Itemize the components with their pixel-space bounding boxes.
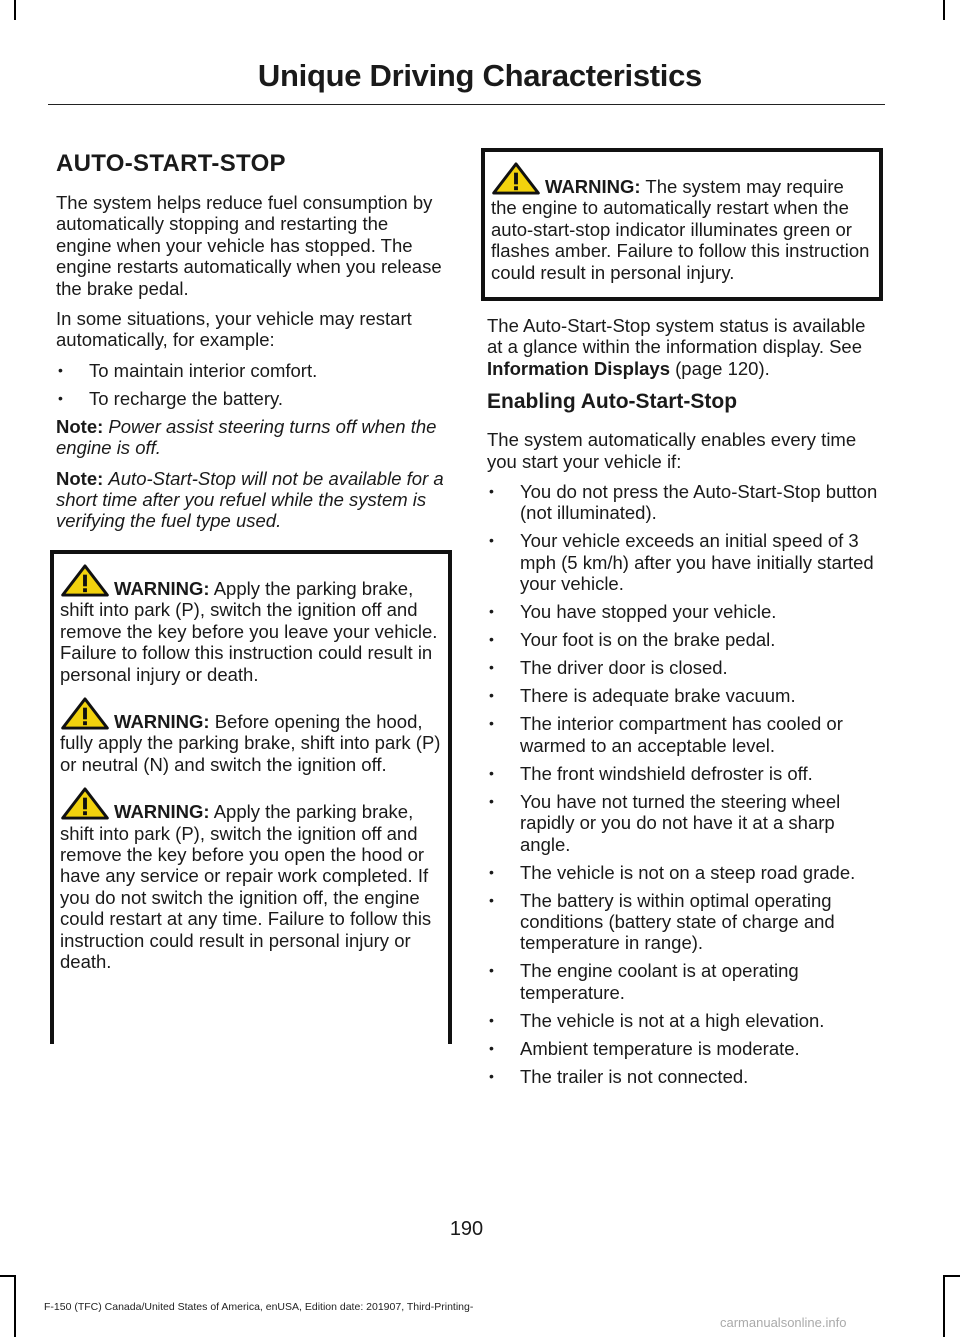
warning-label: WARNING: <box>114 710 210 732</box>
warning-triangle-icon <box>60 787 110 820</box>
warning-paragraph <box>491 162 873 283</box>
right-column <box>487 148 879 1094</box>
crop-mark-left-horizontal <box>0 1275 16 1277</box>
conditions-list <box>487 481 879 1087</box>
warning-text: Before opening the hood, fully apply the parking brake, shift into park (P) or neutral (N) and switch the ignition off. <box>60 710 441 775</box>
status-text: The Auto-Start-Stop system status is available at a glance within the information display. See <box>487 315 866 358</box>
crop-mark-top-right <box>943 0 945 20</box>
list-item: • The battery is within optimal operating conditions (battery state of charge and temperature in range). <box>487 890 879 954</box>
warning-paragraph <box>60 564 442 685</box>
restart-list <box>56 360 448 409</box>
list-item: • Ambient temperature is moderate. <box>487 1038 879 1059</box>
crop-mark-left-vertical <box>14 1275 16 1337</box>
list-item: • To recharge the battery. <box>56 388 448 409</box>
warning-triangle-icon <box>60 564 110 597</box>
enabling-intro: The system automatically enables every time you start your vehicle if: <box>487 429 857 472</box>
watermark: carmanualsonline.info <box>720 1315 847 1330</box>
list-item: • Your foot is on the brake pedal. <box>487 629 879 650</box>
footer-text: F-150 (TFC) Canada/United States of America, enUSA, Edition date: 201907, Third-Printing- <box>44 1301 474 1313</box>
list-item: • Your vehicle exceeds an initial speed of 3 mph (5 km/h) after you have initially started your vehicle. <box>487 530 879 594</box>
information-displays-link[interactable]: Information Displays <box>487 357 670 379</box>
left-column <box>56 146 448 1044</box>
warning-paragraph <box>60 697 442 775</box>
note-label: Note: <box>56 415 104 437</box>
warning-box <box>481 148 883 301</box>
warning-paragraph <box>60 787 442 972</box>
list-item: • You have not turned the steering wheel rapidly or you do not have it at a sharp angle. <box>487 791 879 855</box>
enabling-heading: Enabling Auto-Start-Stop <box>487 390 738 414</box>
warning-triangle-icon <box>491 162 541 195</box>
list-item: • The front windshield defroster is off. <box>487 763 879 784</box>
warning-label: WARNING: <box>545 176 641 197</box>
warning-box-spacer <box>60 984 442 1044</box>
note <box>56 468 448 532</box>
warning-label: WARNING: <box>114 577 210 599</box>
warning-label: WARNING: <box>114 801 210 823</box>
header-divider <box>48 104 885 105</box>
list-item: • You do not press the Auto-Start-Stop button (not illuminated). <box>487 481 879 524</box>
list-item: • You have stopped your vehicle. <box>487 601 879 622</box>
list-item: • To maintain interior comfort. <box>56 360 448 381</box>
note-label: Note: <box>56 467 104 489</box>
list-item: • There is adequate brake vacuum. <box>487 685 879 706</box>
list-item: • The vehicle is not on a steep road grade. <box>487 862 879 883</box>
warning-box <box>50 550 452 1045</box>
list-item: • The driver door is closed. <box>487 657 879 678</box>
list-item: • The trailer is not connected. <box>487 1066 879 1087</box>
crop-mark-right-horizontal <box>943 1275 960 1277</box>
warning-text: Apply the parking brake, shift into park (P), switch the ignition off and remove the key before you open the hood or have any service or repair work completed. If you do not switch the ignition off, the engine could restart at any time. Failure to follow this instruction could result in personal injury or death. <box>60 801 432 972</box>
status-page-ref: (page 120). <box>669 357 770 379</box>
list-item: • The interior compartment has cooled or warmed to an acceptable level. <box>487 713 879 756</box>
crop-mark-right-vertical <box>943 1275 945 1337</box>
note-text: Power assist steering turns off when the engine is off. <box>56 415 437 459</box>
status-paragraph <box>487 315 879 379</box>
warning-text: Apply the parking brake, shift into park (P), switch the ignition off and remove the key before you leave your vehicle. Failure to follow this instruction could result in personal injury or death. <box>60 577 438 685</box>
restart-intro-paragraph: In some situations, your vehicle may restart automatically, for example: <box>56 308 412 351</box>
list-item: • The vehicle is not at a high elevation. <box>487 1010 879 1031</box>
warning-text: The system may require the engine to automatically restart when the auto-start-stop indicator illuminates green or flashes amber. Failure to follow this instruction could result in personal injury. <box>491 176 870 283</box>
crop-mark-top-left <box>14 0 16 20</box>
section-heading: AUTO-START-STOP <box>56 150 286 177</box>
page-title: Unique Driving Characteristics <box>257 58 702 93</box>
list-item: • The engine coolant is at operating temperature. <box>487 960 879 1003</box>
warning-triangle-icon <box>60 697 110 730</box>
note-text: Auto-Start-Stop will not be available for a short time after you refuel while the system is verifying the fuel type used. <box>56 467 444 532</box>
note <box>56 416 448 459</box>
intro-paragraph: The system helps reduce fuel consumption by automatically stopping and restarting the engine when your vehicle has stopped. The engine restarts automatically when you release the brake pedal. <box>56 192 442 299</box>
page-number: 190 <box>449 1218 484 1240</box>
